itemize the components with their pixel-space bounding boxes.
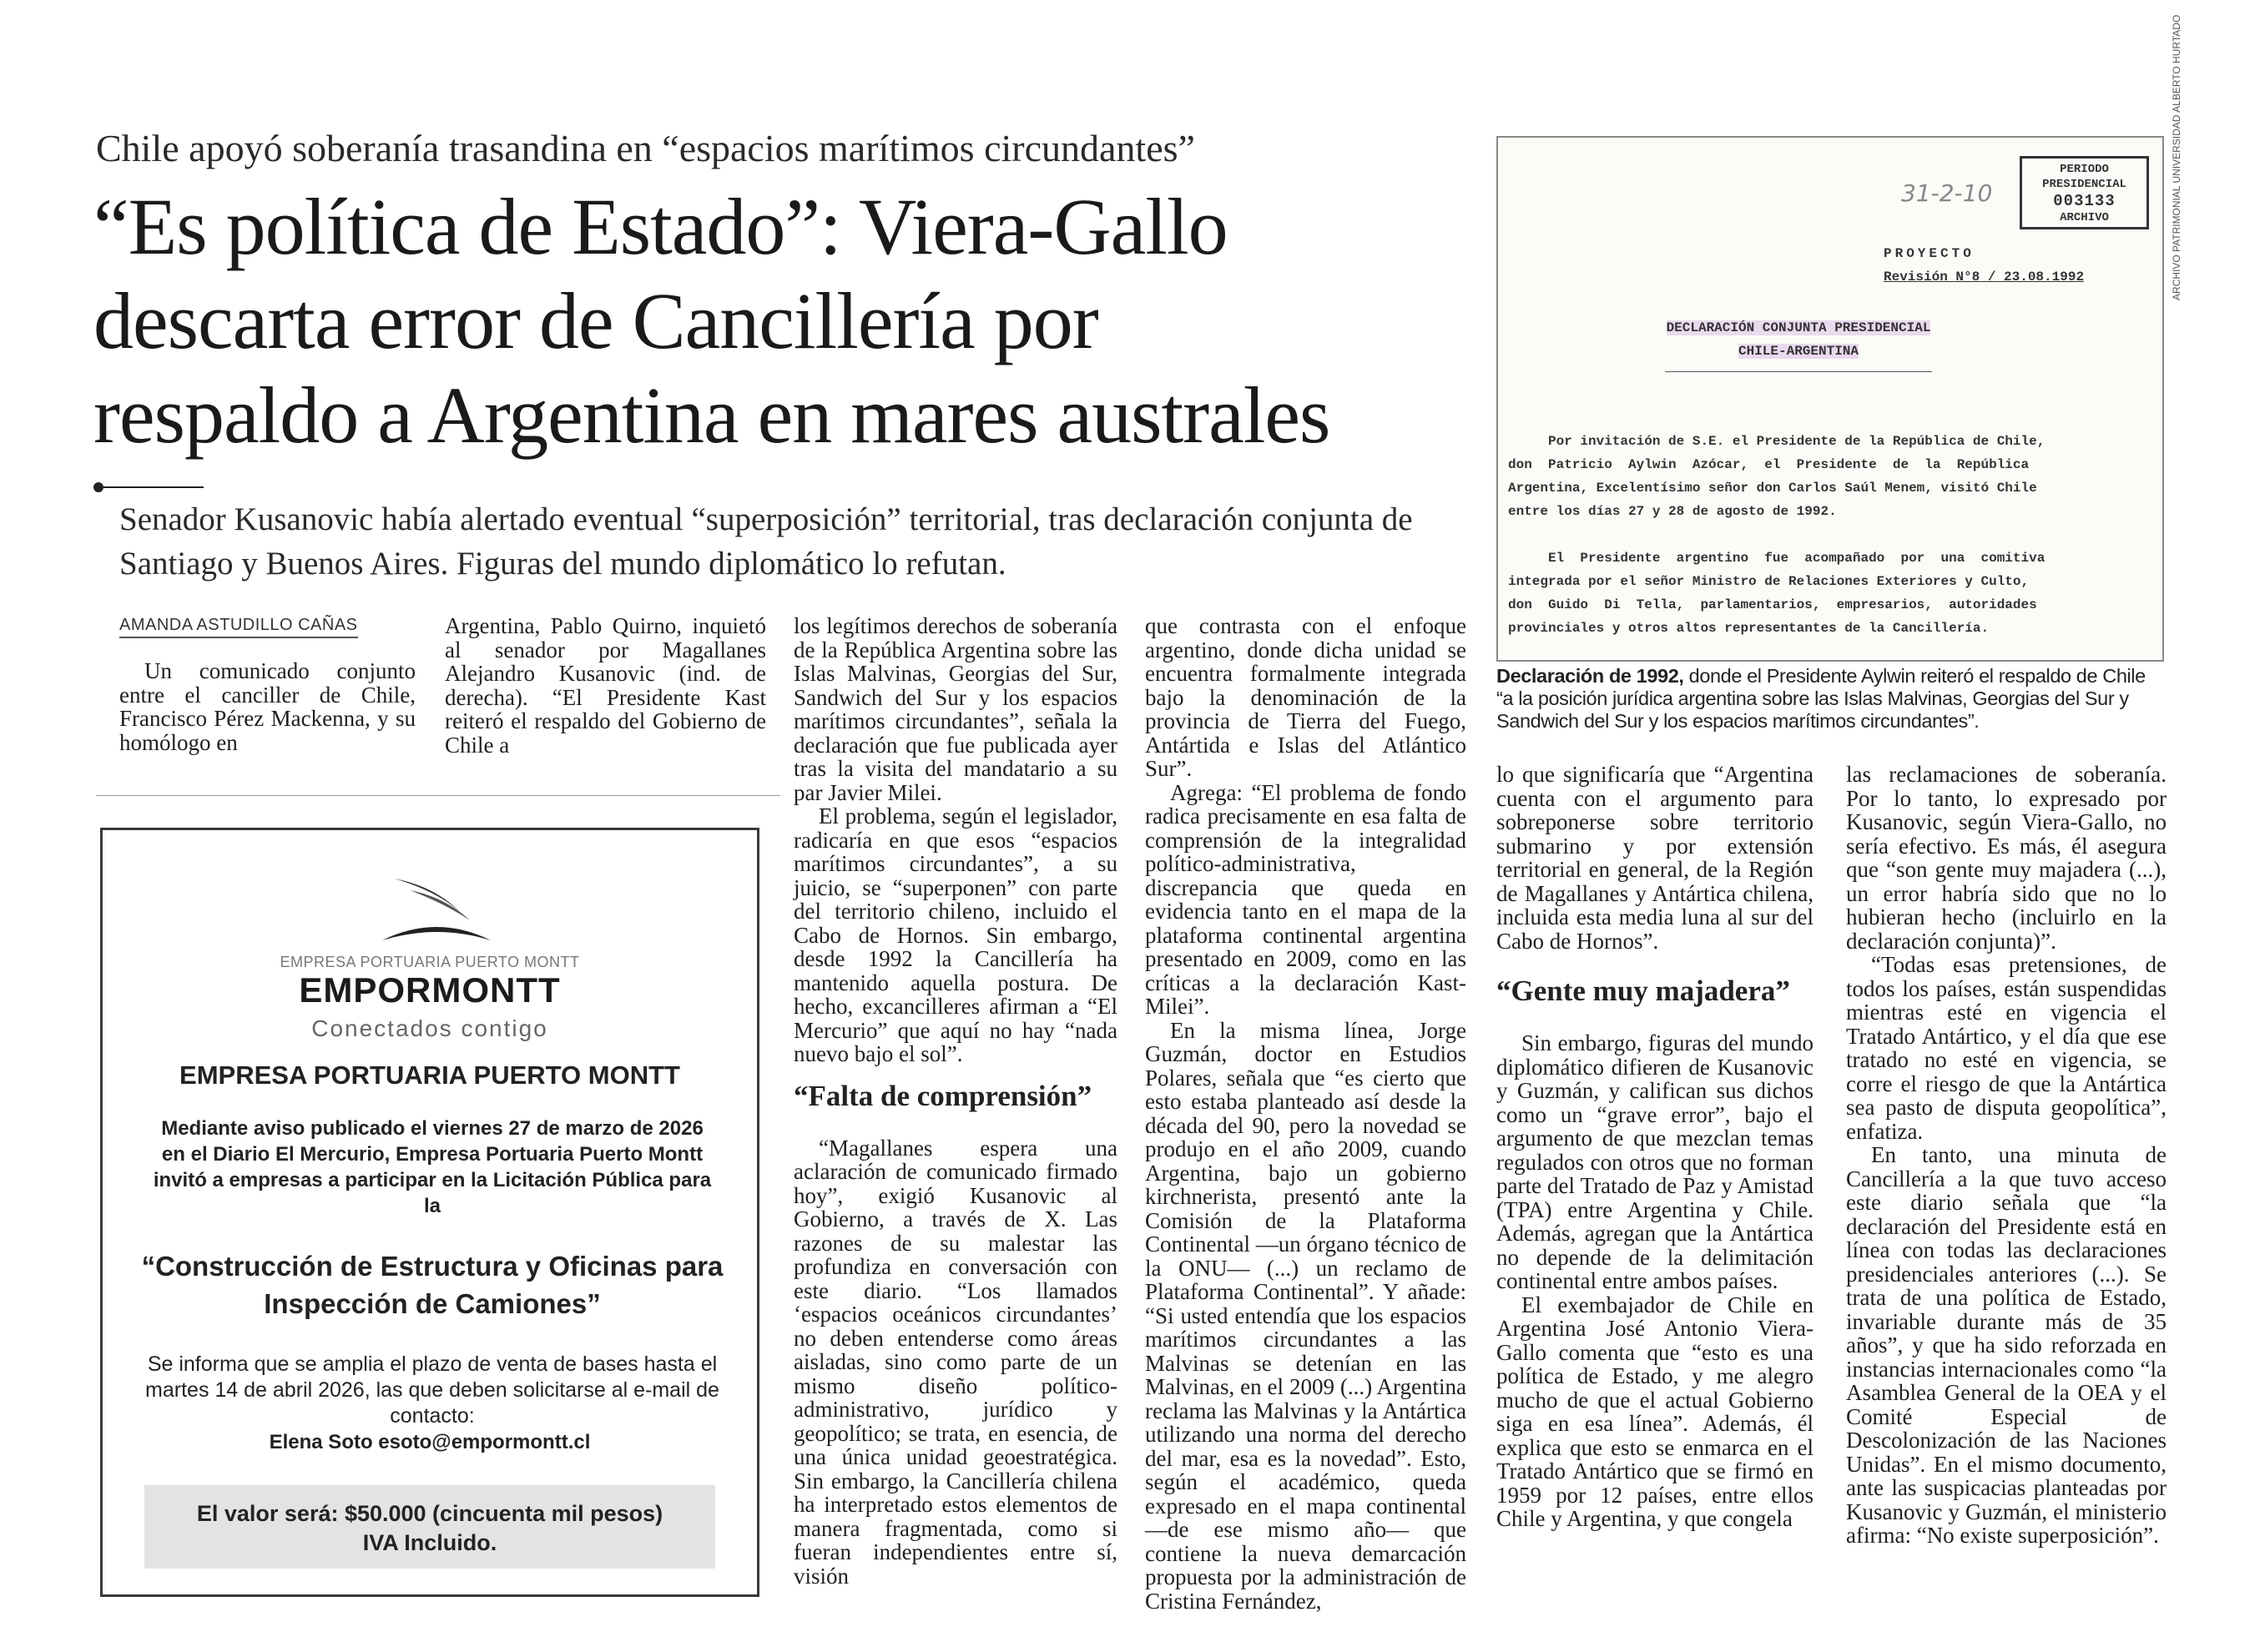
- paragraph: Agrega: “El problema de fondo radica precisamente en esa falta de comprensión de la integralidad político-administrativa, discrepancia que queda en evidencia tanto en el mapa de la plataforma continental argentina presentado en 2009, como en las críticas a la declaración Kast-Milei”.: [1145, 779, 1466, 1019]
- empormontt-logo-icon: [378, 872, 495, 955]
- ad-project: “Construcción de Estructura y Oficinas para Inspección de Camiones”: [141, 1251, 724, 1319]
- paragraph: las reclamaciones de soberanía. Por lo tanto, lo expresado por Kusanovic, según Viera-Gallo, no sería efectivo. Es más, él asegura que “son gente muy majadera (...), un error habría sido que no lo hubieran hecho (incluirlo en la declaración conjunta)”.: [1846, 762, 2167, 954]
- paragraph: El exembajador de Chile en Argentina José Antonio Viera-Gallo comenta que “esto es una política de Estado, y me alegro mucho de que el actual Gobierno siga en esa línea”. Además, él explica que esto se enmarca en el Tratado Antártico que se firmó en 1959 por 12 países, entre ellos Chile y Argentina, y que congela: [1496, 1292, 1814, 1531]
- document-text: [1508, 430, 2096, 640]
- column-3: [794, 614, 1117, 1588]
- caption-bold: Declaración de 1992,: [1496, 665, 1684, 687]
- price-line-1: El valor será: $50.000 (cincuenta mil pesos): [196, 1501, 663, 1526]
- tagline: Conectados contigo: [311, 1015, 548, 1041]
- document-image: [1496, 136, 2164, 662]
- divider: [96, 795, 780, 796]
- headline-line-3: respaldo a Argentina en mares australes: [93, 370, 1330, 460]
- proyecto-label: PROYECTO: [1884, 246, 1975, 261]
- paragraph: Sin embargo, figuras del mundo diplomático difieren de Kusanovic y Guzmán, y califican sus dichos como un “grave error”, bajo el argumento de que mezclan temas regulados con otros que no forman parte del Tratado de Paz y Amistad (TPA) entre Argentina y Chile. Además, agregan que la Antártica no depende de la delimitación continental entre ambos países.: [1496, 1030, 1814, 1293]
- bullet-dot: [93, 482, 103, 492]
- price-line-2: IVA Incluido.: [362, 1530, 497, 1555]
- company-small-name: EMPRESA PORTUARIA PUERTO MONTT: [280, 954, 580, 970]
- ad-title: EMPRESA PORTUARIA PUERTO MONTT: [179, 1060, 680, 1090]
- byline: AMANDA ASTUDILLO CAÑAS: [119, 616, 358, 638]
- brand-name: EMPORMONTT: [299, 970, 561, 1010]
- ad-info: Se informa que se amplia el plazo de venta de bases hasta el martes 14 de abril 2026, las que deben solicitarse al e-mail de contacto:: [145, 1352, 719, 1428]
- document-divider: [1665, 371, 1932, 372]
- document-paragraph-1: Por invitación de S.E. el Presidente de la República de Chile, don Patricio Aylwin Azócar, el Presidente de la República Argentina, Excelentísimo señor don Carlos Saúl Menem, visitó Chile entre los días 27 y 28 de agosto de 1992.: [1508, 434, 2046, 519]
- paragraph: “Magallanes espera una aclaración de comunicado firmado hoy”, exigió Kusanovic al Gobierno, a través de X. Las razones de su malestar las profundiza en conversación con este diario. “Los llamados ‘espacios oceánicos circundantes’ no deben entenderse como áreas aisladas, sino como parte de un mismo diseño político-administrativo, jurídico y geopolítico; se trata, en esencia, de una única unidad geoestratégica. Sin embargo, la Cancillería chilena ha interpretado estos elementos de manera fragmentada, como si fueran independientes entre sí, visión: [794, 1135, 1117, 1589]
- subhead: Senador Kusanovic había alertado eventual “superposición” territorial, tras declaración conjunta de Santiago y Buenos Aires. Figuras del mundo diplomático lo refutan.: [119, 501, 1413, 582]
- paragraph: Argentina, Pablo Quirno, inquietó al senador por Magallanes Alejandro Kusanovic (ind. de derecha). “El Presidente Kast reiteró el respaldo del Gobierno de Chile a: [445, 613, 766, 758]
- ad-contact: Elena Soto esoto@empormontt.cl: [269, 1431, 591, 1453]
- advertisement: [100, 828, 759, 1597]
- stamp-line-3: ARCHIVO: [2060, 211, 2109, 224]
- headline-line-2: descarta error de Cancillería por: [93, 276, 1098, 365]
- headline-line-1: “Es política de Estado”: Viera-Gallo: [93, 182, 1228, 271]
- image-caption: [1496, 665, 2164, 733]
- stamp-line-1: PERIODO PRESIDENCIAL: [2042, 163, 2126, 191]
- document-paragraph-2: El Presidente argentino fue acompañado por una comitiva integrada por el señor Ministro de Relaciones Exteriores y Culto, don Guido Di Tella, parlamentarios, empresarios, autoridades provinciales y otros altos representantes de la Cancillería.: [1508, 551, 2046, 636]
- stamp-number: 003133: [2053, 192, 2116, 210]
- ad-body: Mediante aviso publicado el viernes 27 de marzo de 2026 en el Diario El Mercurio, Empresa Portuaria Puerto Montt invitó a empresas a participar en la Licitación Pública para la: [153, 1117, 712, 1217]
- revision-label: Revisión N°8 / 23.08.1992: [1884, 269, 2085, 285]
- section-title: “Gente muy majadera”: [1496, 975, 1790, 1007]
- handwritten-note: 31-2-10: [1901, 179, 1993, 207]
- paragraph: El problema, según el legislador, radicaría en que esos “espacios marítimos circundantes”, a su juicio, se “superponen” con parte del territorio chileno, incluido el Cabo de Hornos. Sin embargo, desde 1992 la Cancillería ha mantenido aquella postura. De hecho, excancilleres afirman a “El Mercurio” que aquí no hay “nada nuevo bajo el sol”.: [794, 803, 1117, 1066]
- paragraph: En la misma línea, Jorge Guzmán, doctor en Estudios Polares, señala que “es cierto que esto estaba planteado así desde la década del 90, pero la novedad se produjo en el año 2009, cuando Argentina, bajo un gobierno kirchnerista, presentó ante la Comisión de la Plataforma Continental —un órgano técnico de la ONU— (...) un reclamo de Plataforma Continental”. Y añade: “Si usted entendía que los espacios marítimos circundantes a las Malvinas se detenían en las Malvinas, en el 2009 (...) Argentina reclama las Malvinas y la Antártica utilizando una norma del derecho del mar, esa es la novedad”. Esto, según el académico, queda expresado en el mapa continental —de ese mismo año— que contiene la nueva demarcación propuesta por la administración de Cristina Fernández,: [1145, 1017, 1466, 1614]
- paragraph: Un comunicado conjunto entre el canciller de Chile, Francisco Pérez Mackenna, y su homólogo en: [119, 658, 416, 755]
- column-5: [1496, 763, 1814, 1531]
- paragraph: lo que significaría que “Argentina cuenta con el argumento para sobreponerse sobre territorio submarino y por extensión territorial en general, de la Región de Magallanes y Antártica chilena, incluida esta media luna al sur del Cabo de Hornos”.: [1496, 762, 1814, 954]
- column-4: [1145, 614, 1466, 1613]
- archive-credit: ARCHIVO PATRIMONIAL UNIVERSIDAD ALBERTO HURTADO: [2171, 14, 2182, 300]
- archive-stamp: [2020, 156, 2149, 229]
- paragraph: que contrasta con el enfoque argentino, donde dicha unidad se encuentra formalmente integrada bajo la denominación de la provincia de Tierra del Fuego, Antártida e Islas del Atlántico Sur”.: [1145, 613, 1466, 781]
- column-1: [119, 659, 416, 754]
- declaration-title-1: DECLARACIÓN CONJUNTA PRESIDENCIAL: [1666, 320, 1931, 335]
- declaration-title: [1498, 316, 2099, 363]
- paragraph: “Todas esas pretensiones, de todos los países, están suspendidas mientras esté en vigencia el Tratado Antártico, y el día que ese tratado no esté en vigencia, se corre el riesgo de que la Antártica sea pasto de disputa geopolítica”, enfatiza.: [1846, 952, 2167, 1144]
- declaration-title-2: CHILE-ARGENTINA: [1738, 344, 1859, 359]
- column-6: [1846, 763, 2167, 1548]
- price-box: [144, 1485, 715, 1569]
- paragraph: En tanto, una minuta de Cancillería a la que tuvo acceso este diario señala que “la declaración del Presidente está en línea con todas las declaraciones presidenciales anteriores (...). Se trata de una política de Estado, invariable durante más de 35 años”, y que ha sido reforzada en instancias internacionales como “la Asamblea General de la OEA y el Comité Especial de Descolonización de las Naciones Unidas”. En el mismo documento, ante las suspicacias planteadas por Kusanovic y Guzmán, el ministerio afirma: “No existe superposición”.: [1846, 1142, 2167, 1548]
- paragraph: los legítimos derechos de soberanía de la República Argentina sobre las Islas Malvinas, Georgias del Sur, Sandwich del Sur y los espacios marítimos circundantes”, señala la declaración que fue publicada ayer tras la visita del mandatario a su par Javier Milei.: [794, 613, 1117, 805]
- bullet-rule: [103, 486, 204, 488]
- column-2: [445, 614, 766, 757]
- kicker: Chile apoyó soberanía trasandina en “espacios marítimos circundantes”: [96, 127, 1195, 169]
- headline: [93, 179, 1496, 462]
- section-title: “Falta de comprensión”: [794, 1079, 1092, 1112]
- caption-text: donde el Presidente Aylwin reiteró el respaldo de Chile “a la posición jurídica argentina sobre las Islas Malvinas, Georgias del Sur y Sandwich del Sur y los espacios marítimos circundantes”.: [1496, 665, 2146, 732]
